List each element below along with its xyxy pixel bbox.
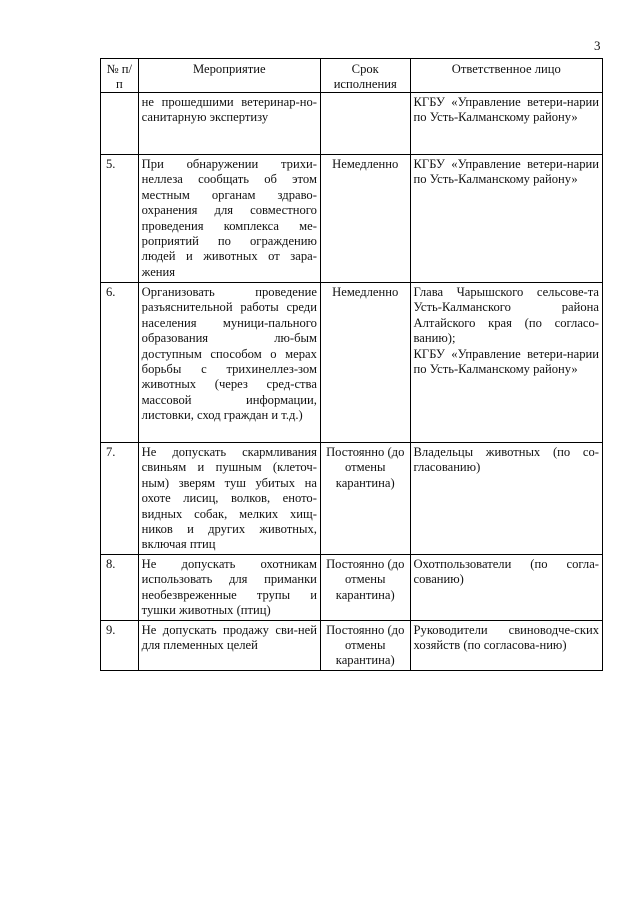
row-event: Не допускать охотникам использовать для приманки необезвреженные трупы и тушки животных (птиц) (138, 555, 320, 621)
table-row (101, 283, 603, 443)
row-responsible (410, 555, 602, 621)
responsible-line: КГБУ «Управление ветери-нарии по Усть-Калманскому району» (413, 346, 599, 377)
responsible-line: КГБУ «Управление ветери-нарии по Усть-Калманскому району» (413, 157, 599, 187)
row-term: Немедленно (320, 283, 410, 443)
row-term: Немедленно (320, 155, 410, 283)
responsible-line: Охотпользователи (по согла-сованию) (413, 557, 599, 587)
row-num: 9. (101, 620, 139, 670)
row-responsible (410, 443, 602, 555)
measures-table (100, 58, 603, 671)
table-row (101, 93, 603, 155)
responsible-line: Руководители свиноводче-ских хозяйств (по согласова-нию) (413, 622, 599, 653)
row-event: При обнаружении трихи-неллеза сообщать об этом местным органам здраво-охранения для совместного проведения комплекса ме-роприятий по ограждению людей и животных от зара-жения (138, 155, 320, 283)
row-responsible (410, 155, 602, 283)
row-term: Постоянно (до отмены карантина) (320, 620, 410, 670)
table-header-row (101, 59, 603, 93)
row-event: Не допускать продажу сви-ней для племенных целей (138, 620, 320, 670)
row-responsible (410, 620, 602, 670)
row-num: 6. (101, 283, 139, 443)
row-event: Организовать проведение разъяснительной работы среди населения муници-пального образования лю-бым доступным способом о мерах борьбы с трихинеллез-зом животных (через сред-ства массовой информации, листовки, сход граждан и т.д.) (138, 283, 320, 443)
responsible-line: Владельцы животных (по со-гласованию) (413, 445, 599, 475)
row-term (320, 93, 410, 155)
table-row (101, 620, 603, 670)
row-event: не прошедшими ветеринар-но-санитарную экспертизу (138, 93, 320, 155)
header-term: Срок исполнения (320, 59, 410, 93)
row-num: 7. (101, 443, 139, 555)
row-responsible (410, 93, 602, 155)
row-responsible (410, 283, 602, 443)
row-num: 5. (101, 155, 139, 283)
responsible-line: КГБУ «Управление ветери-нарии по Усть-Калманскому району» (413, 95, 599, 125)
header-event: Мероприятие (138, 59, 320, 93)
table-row (101, 155, 603, 283)
row-num (101, 93, 139, 155)
row-event: Не допускать скармливания свиньям и пушным (клеточ-ным) зверям туш убитых на охоте лисиц, волков, еното-видных собак, мелких хищ-ников и других животных, включая птиц (138, 443, 320, 555)
header-responsible: Ответственное лицо (410, 59, 602, 93)
header-num: № п/п (101, 59, 139, 93)
page-number: 3 (594, 38, 601, 53)
table-row (101, 555, 603, 621)
row-term: Постоянно (до отмены карантина) (320, 443, 410, 555)
table-row (101, 443, 603, 555)
responsible-line: Глава Чарышского сельсове-та Усть-Калманского района Алтайского края (по согласо-ванию); (413, 285, 599, 346)
row-num: 8. (101, 555, 139, 621)
row-term: Постоянно (до отмены карантина) (320, 555, 410, 621)
